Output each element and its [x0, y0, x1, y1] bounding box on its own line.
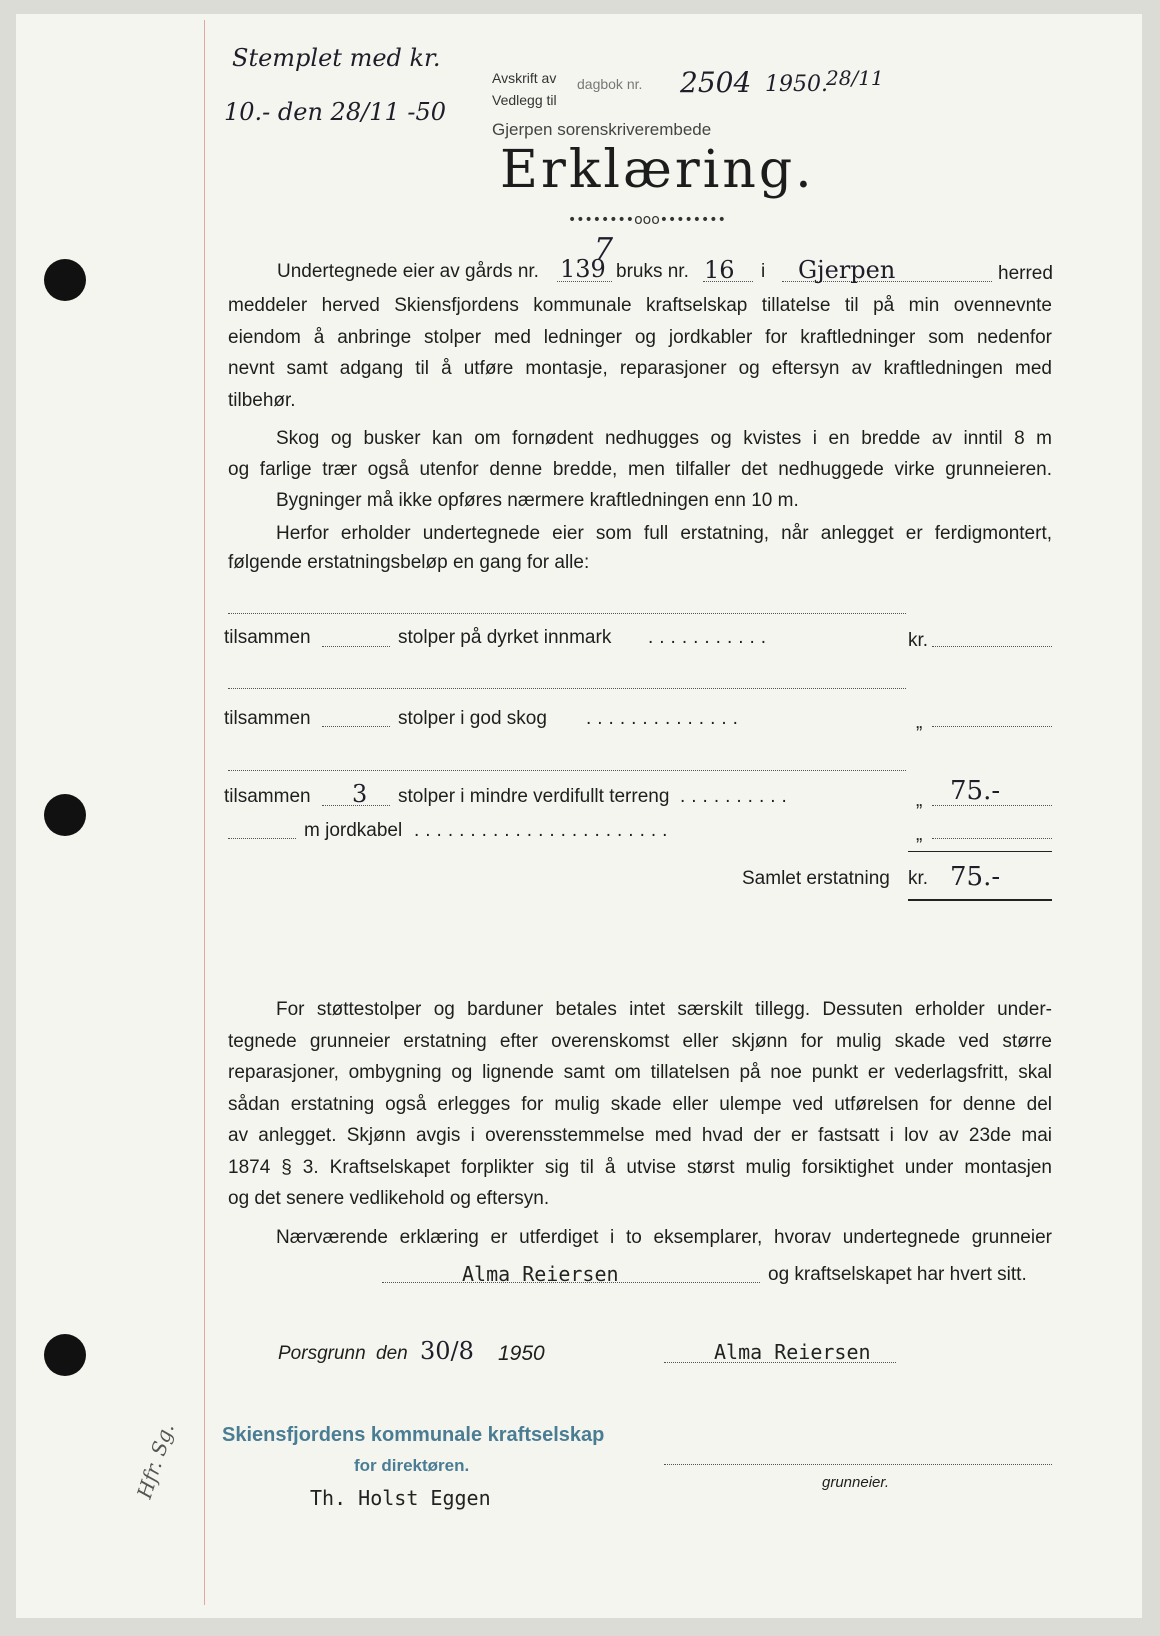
- blank-line: [228, 613, 906, 614]
- total-unit: kr.: [908, 868, 929, 889]
- paragraph-bygninger: Bygninger må ikke opføres nærmere kraftledningen enn 10 m.: [276, 490, 799, 511]
- sign-date: 30/8: [420, 1337, 474, 1365]
- row1-prefix: tilsammen: [224, 627, 311, 648]
- grunneier-signature-line: [664, 1464, 1052, 1465]
- intro-paragraph: [228, 290, 1052, 416]
- terms-line: tegnede grunneier erstatning efter overenskomst eller skjønn for mulig skade ved større: [228, 1030, 1052, 1052]
- stamp-annotation-line2: 10.- den 28/11 -50: [224, 98, 446, 126]
- margin-initials: Hfr. Sg.: [132, 1420, 179, 1502]
- row4-leader: .......................: [414, 820, 674, 841]
- company-stamp-line1: Skiensfjordens kommunale kraftselskap: [222, 1424, 605, 1446]
- row4-amount-line: [932, 838, 1052, 839]
- row3-text: stolper i mindre verdifullt terreng: [398, 786, 670, 807]
- intro-line: meddeler herved Skiensfjordens kommunale kraftselskap tillatelse til på min ovennevnte: [228, 295, 1052, 316]
- punch-hole: [44, 1334, 86, 1376]
- row1-text: stolper på dyrket innmark: [398, 627, 612, 648]
- bruks-nr: 16: [704, 256, 735, 284]
- row1-unit: kr.: [908, 630, 929, 651]
- dagbok-date: 28/11: [826, 66, 884, 90]
- row4-text: m jordkabel: [304, 820, 403, 841]
- total-amount: 75.-: [950, 862, 1001, 892]
- paragraph-skog-2: og farlige trær også utenfor denne bredde, men tilfaller det nedhuggede virke grunneieren.: [228, 459, 1052, 480]
- terms-line: og det senere vedlikehold og eftersyn.: [228, 1188, 550, 1209]
- row2-leader: ..............: [586, 708, 744, 729]
- paragraph-skog-1: Skog og busker kan om fornødent nedhugges og kvistes i en bredde av inntil 8 m: [276, 428, 1052, 449]
- place: Porsgrunn: [278, 1343, 366, 1364]
- title-ornament: ••••••••ooo••••••••: [568, 212, 726, 228]
- blank-line: [228, 770, 906, 771]
- intro-line: eiendom å anbringe stolper med ledninger og jordkabler for kraftledninger som nedenfor: [228, 326, 1052, 348]
- row2-prefix: tilsammen: [224, 708, 311, 729]
- intro-text-2: bruks nr.: [616, 261, 689, 282]
- paragraph-herfor: Herfor erholder undertegnede eier som full erstatning, når anlegget er ferdigmontert,: [276, 523, 1052, 544]
- row3-leader: ..........: [680, 786, 793, 807]
- subtotal-rule: [908, 851, 1052, 852]
- total-label: Samlet erstatning: [742, 868, 890, 889]
- paragraph-folgende: følgende erstatningsbeløp en gang for alle:: [228, 552, 590, 573]
- total-rule: [908, 899, 1052, 901]
- row3-prefix: tilsammen: [224, 786, 311, 807]
- company-stamp-line2: for direktøren.: [354, 1456, 470, 1475]
- document-title: Erklæring.: [500, 140, 815, 200]
- copies-rest: og kraftselskapet har hvert sitt.: [768, 1264, 1027, 1285]
- terms-line: reparasjoner, ombygning og lignende samt om tillatelsen på noe punkt er vederlagsfritt, skal: [228, 1062, 1052, 1083]
- row2-amount-line: [932, 726, 1052, 727]
- row1-leader: ...........: [648, 627, 773, 648]
- place-den: den: [376, 1343, 408, 1364]
- terms-line: av anlegget. Skjønn avgis i overensstemmelse med hvad der er fastsatt i lov av 23de mai: [228, 1125, 1052, 1146]
- intro-text-4: herred: [998, 263, 1053, 284]
- copies-owner-name: Alma Reiersen: [462, 1262, 619, 1286]
- intro-text-3: i: [761, 261, 766, 282]
- copies-paragraph: Nærværende erklæring er utferdiget i to eksemplarer, hvorav undertegnede grunneier: [276, 1227, 1052, 1248]
- dagbok-number: 2504: [680, 66, 752, 99]
- sign-year: 1950: [498, 1342, 545, 1365]
- margin-line: [204, 20, 205, 1605]
- row2-count-line: [322, 726, 390, 727]
- stamp-annotation-line1: Stemplet med kr.: [232, 44, 441, 72]
- intro-line: nevnt samt adgang til å utføre montasje, reparasjoner og eftersyn av kraftledningen med: [228, 358, 1052, 379]
- gards-nr: 139: [560, 255, 606, 283]
- terms-line: 1874 § 3. Kraftselskapet forplikter sig til å utvise størst mulig forsiktighet under montasjen: [228, 1156, 1052, 1178]
- terms-line: For støttestolper og barduner betales intet særskilt tillegg. Dessuten erholder under-: [276, 999, 1052, 1020]
- grunneier-caption: grunneier.: [822, 1474, 889, 1491]
- intro-text-1: Undertegnede eier av gårds nr.: [277, 261, 539, 282]
- row4-unit: „: [916, 824, 923, 845]
- signatory-name: Th. Holst Eggen: [310, 1486, 491, 1510]
- vedlegg-label: Vedlegg til: [492, 92, 557, 108]
- office-name: Gjerpen sorenskriverembede: [492, 120, 712, 139]
- terms-line: sådan erstatning også erlegges for mulig skade eller ulempe ved utførelsen for denne del: [228, 1093, 1052, 1115]
- row3-amount: 75.-: [950, 776, 1001, 806]
- row3-unit: „: [916, 790, 923, 811]
- punch-hole: [44, 259, 86, 301]
- dagbok-year: 1950.: [765, 72, 828, 97]
- blank-line: [228, 688, 906, 689]
- punch-hole: [44, 794, 86, 836]
- row1-amount-line: [932, 646, 1052, 647]
- terms-paragraph: [228, 994, 1052, 1215]
- gards-nr-correction: 7: [594, 232, 614, 267]
- row2-text: stolper i god skog: [398, 708, 547, 729]
- row4-count-line: [228, 838, 296, 839]
- dagbok-label: dagbok nr.: [577, 76, 643, 92]
- row3-count: 3: [352, 780, 368, 808]
- kommune-name: Gjerpen: [798, 256, 896, 284]
- intro-line: tilbehør.: [228, 389, 296, 411]
- row2-unit: „: [916, 712, 923, 733]
- avskrift-label: Avskrift av: [492, 70, 557, 86]
- row1-count-line: [322, 646, 390, 647]
- owner-signature: Alma Reiersen: [714, 1340, 871, 1364]
